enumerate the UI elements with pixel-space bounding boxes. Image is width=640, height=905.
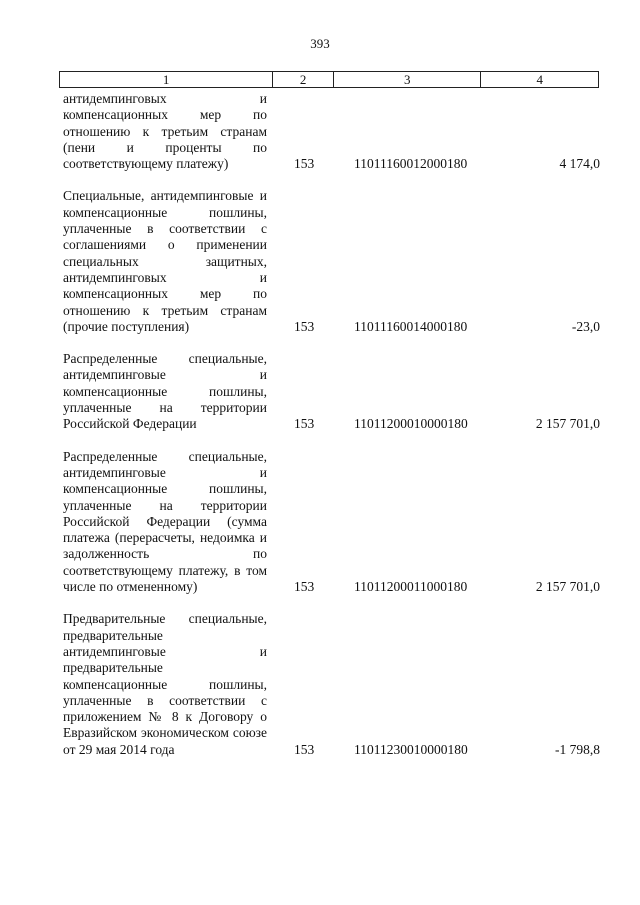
row-kbk: 11011230010000180: [354, 741, 468, 757]
table-row: [63, 351, 600, 432]
row-amount: 4 174,0: [559, 156, 600, 172]
row-kbk: 11011160012000180: [354, 156, 468, 172]
table-row: [63, 91, 600, 172]
table-row: [63, 611, 600, 758]
row-description: Предварительные специальные, предварительные антидемпинговые и предварительные компенсационные пошлины, уплаченные в соответствии с приложением № 8 к Договору о Евразийском экономическом союзе от 29 мая 2014 года: [63, 611, 267, 757]
header-col-2: 2: [273, 72, 334, 87]
row-admin-code: 153: [294, 156, 315, 172]
row-description: Распределенные специальные, антидемпинговые и компенсационные пошлины, уплаченные на территории Российской Федерации (сумма платежа (перерасчеты, недоимка и задолженность по соответствующему платежу, в том числе по отмененному): [63, 448, 267, 595]
row-amount: -23,0: [571, 318, 600, 334]
row-admin-code: 153: [294, 579, 315, 595]
table-row: [63, 449, 600, 596]
header-col-1: 1: [60, 72, 273, 87]
row-admin-code: 153: [294, 318, 315, 334]
page-number: 393: [310, 36, 330, 51]
row-kbk: 11011200010000180: [354, 416, 468, 432]
table-header: [59, 71, 599, 88]
row-kbk: 11011160014000180: [354, 318, 468, 334]
row-description: Специальные, антидемпинговые и компенсационные пошлины, уплаченные в соответствии с соглашениями о применении специальных защитных, антидемпинговых и компенсационных мер по отношению к третьим странам (прочие поступления): [63, 188, 267, 334]
row-admin-code: 153: [294, 741, 315, 757]
row-amount: 2 157 701,0: [535, 579, 600, 595]
table-row: [63, 188, 600, 335]
row-amount: 2 157 701,0: [535, 416, 600, 432]
row-kbk: 11011200011000180: [354, 579, 468, 595]
row-description: антидемпинговых и компенсационных мер по отношению к третьим странам (пени и проценты по соответствующему платежу): [63, 91, 267, 172]
row-amount: -1 798,8: [555, 741, 600, 757]
header-col-3: 3: [334, 72, 481, 87]
row-admin-code: 153: [294, 416, 315, 432]
table-body: [63, 91, 600, 758]
row-description: Распределенные специальные, антидемпинговые и компенсационные пошлины, уплаченные на территории Российской Федерации: [63, 351, 267, 432]
header-col-4: 4: [536, 72, 543, 87]
